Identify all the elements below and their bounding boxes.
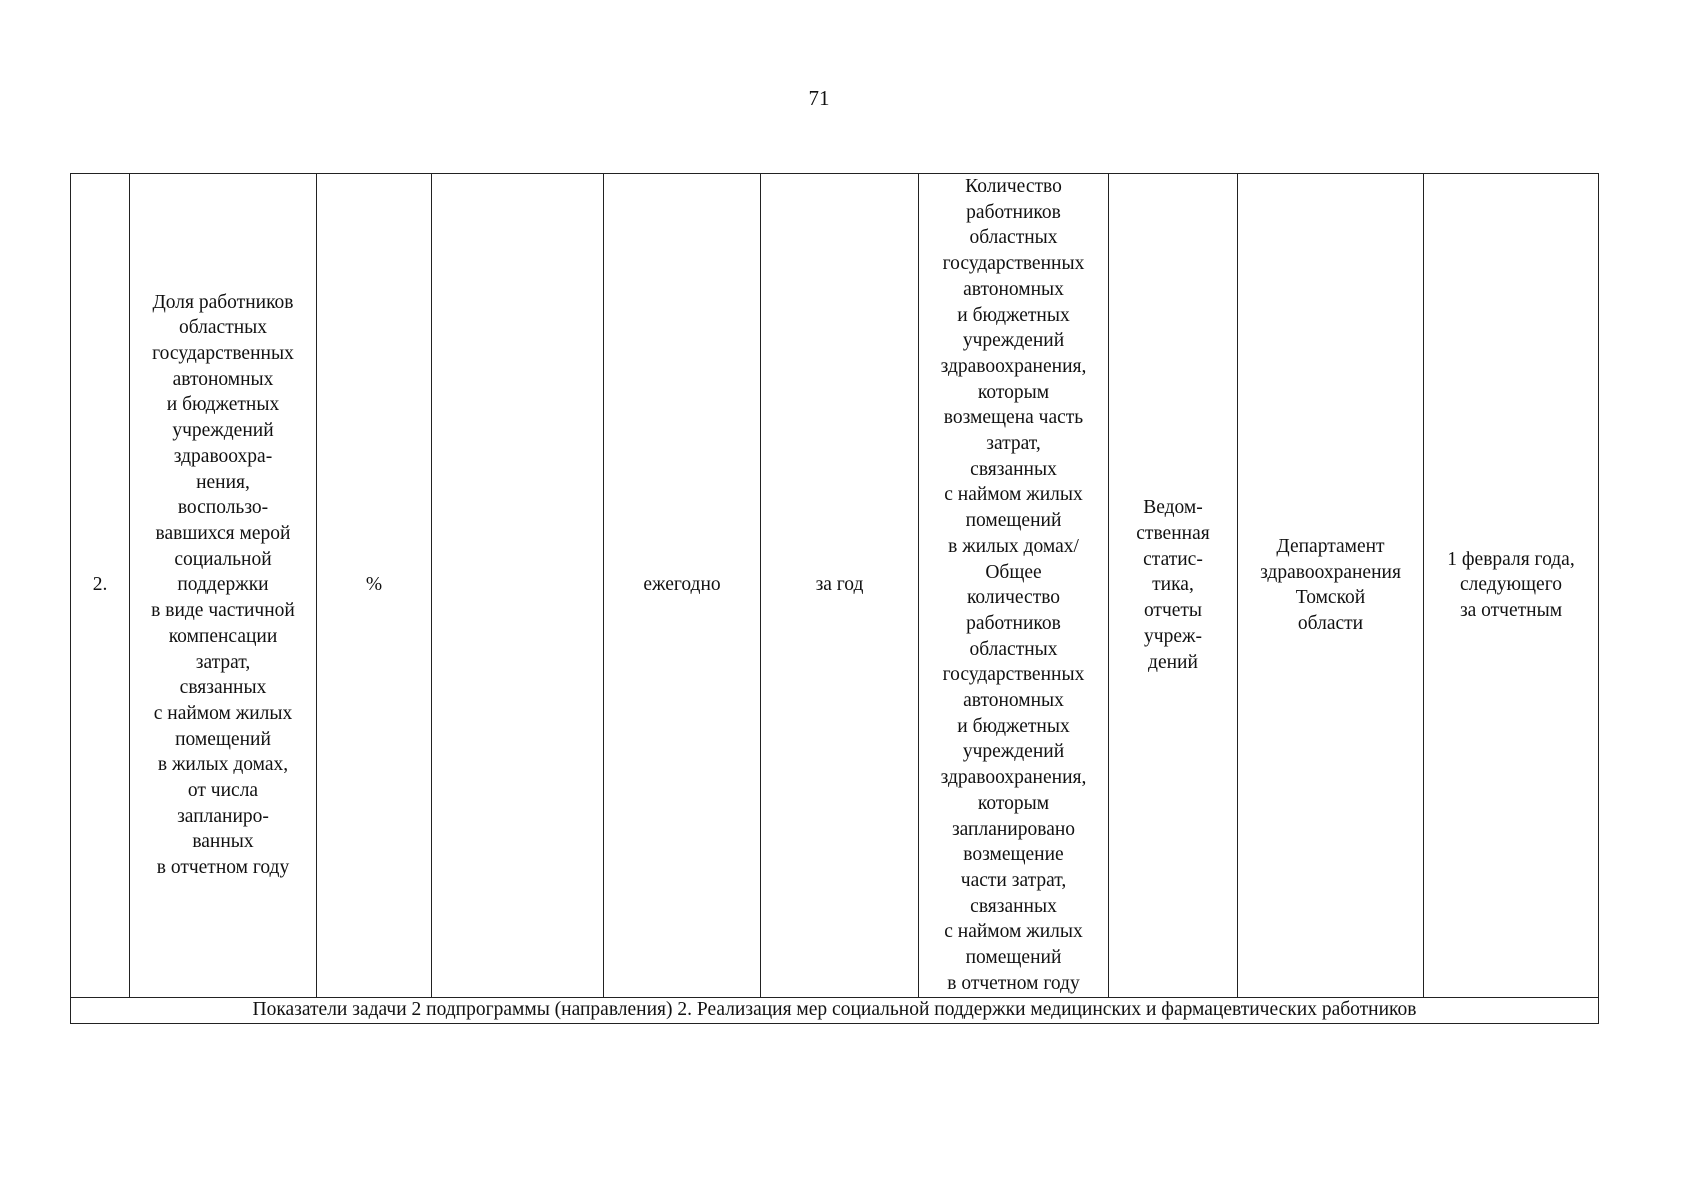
source: Ведом- ственная статис- тика, отчеты учреж- дений xyxy=(1136,497,1210,673)
formula: Количество работников областных государственных автономных и бюджетных учреждений здравоохранения, которым возмещена часть затрат, связанных с наймом жилых помещений в жилых домах/ Общее количество работников областных государственных автономных и бюджетных учреждений здравоохранения, которым запланировано возмещение части затрат, связанных с наймом жилых помещений в отчетном году xyxy=(940,176,1087,994)
table-row xyxy=(71,174,1599,998)
unit-cell xyxy=(317,174,432,998)
indicators-table xyxy=(70,173,1599,1024)
section-header-text: Показатели задачи 2 подпрограммы (направления) 2. Реализация мер социальной поддержки медицинских и фармацевтических работников xyxy=(252,999,1417,1020)
empty-cell xyxy=(432,174,604,998)
responsible-cell xyxy=(1238,174,1424,998)
indicator-name: Доля работников областных государственных автономных и бюджетных учреждений здравоохра- нения, воспользо- вавшихся мерой социальной поддержки в виде частичной компенсации затрат, связанных с наймом жилых помещений в жилых домах, от числа запланиро- ванных в отчетном году xyxy=(151,291,295,879)
unit: % xyxy=(365,574,383,596)
deadline: 1 февраля года, следующего за отчетным xyxy=(1447,548,1575,622)
responsible: Департамент здравоохранения Томской области xyxy=(1260,535,1401,634)
row-number-cell xyxy=(71,174,130,998)
periodicity: ежегодно xyxy=(643,574,721,596)
period: за год xyxy=(815,574,864,596)
indicator-name-cell xyxy=(130,174,317,998)
periodicity-cell xyxy=(604,174,761,998)
source-cell xyxy=(1109,174,1238,998)
section-header-row xyxy=(71,997,1599,1023)
row-number: 2. xyxy=(92,574,108,596)
section-header-cell xyxy=(71,997,1599,1023)
period-cell xyxy=(761,174,919,998)
deadline-cell xyxy=(1424,174,1599,998)
page-number: 71 xyxy=(808,86,830,110)
formula-cell xyxy=(919,174,1109,998)
